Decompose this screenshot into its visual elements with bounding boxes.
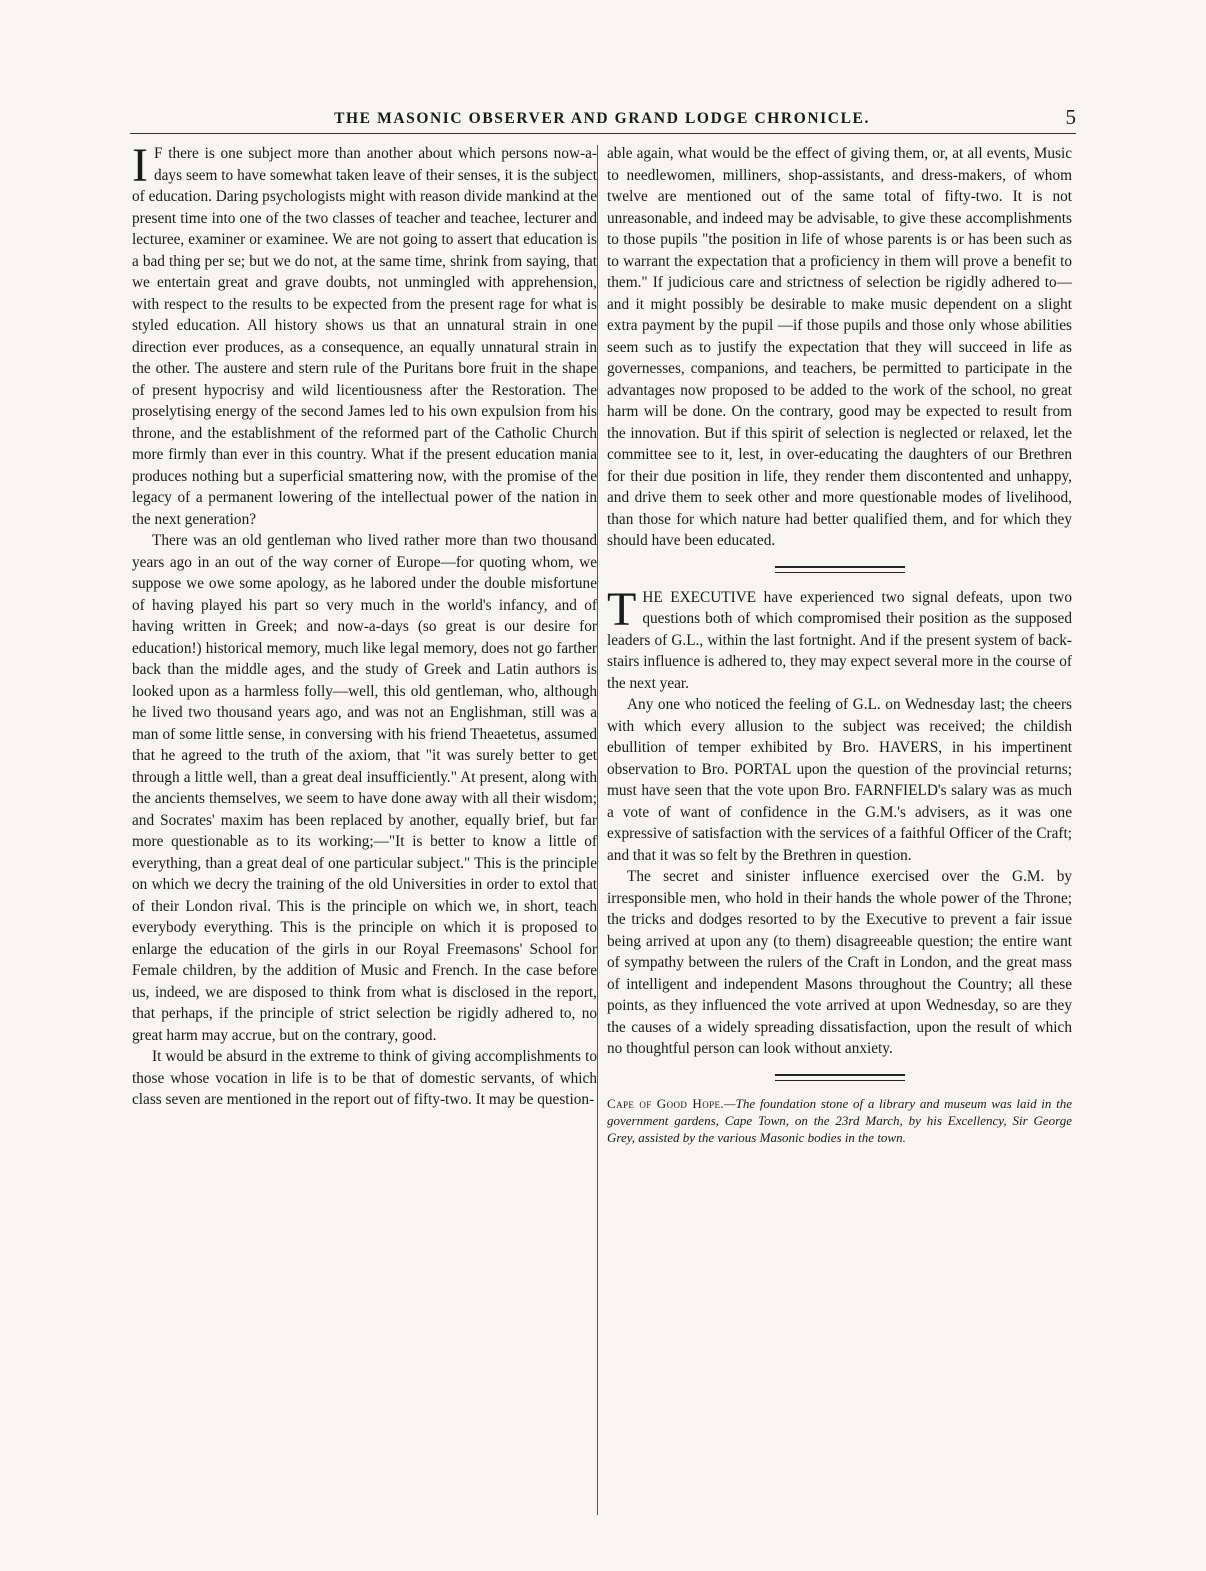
running-title: THE MASONIC OBSERVER AND GRAND LODGE CHRONICLE.: [334, 110, 870, 127]
note-heading: Cape of Good Hope.: [607, 1095, 725, 1111]
article-paragraph: The secret and sinister influence exercised over the G.M. by irresponsible men, who hold in their hands the whole power of the Throne; the tricks and dodges resorted to by the Executive to prevent a fair issue being arrived at upon any (to them) disagreeable question; the entire want of sympathy between the rulers of the Craft in London, and the great mass of intelligent and independent Masons throughout the Country; all these points, as they influenced the vote arrived at upon Wednesday, so are they the causes of a widely spreading dissatisfaction, upon the result of which no thoughtful person can look without anxiety.: [607, 868, 1072, 1057]
article-paragraph: [132, 139, 597, 530]
article-paragraph: There was an old gentleman who lived rather more than two thousand years ago in an out of the way corner of Europe—for quoting whom, we suppose we owe some apology, as he labored under the double misfortune of having played his part so very much in the world's infancy, and of having written in Greek; and now-a-days (so great is our desire for education!) historical memory, much like legal memory, does not go farther back than the middle ages, and the study of Greek and Latin authors is looked upon as a harmless folly—well, this old gentleman, who, although he lived two thousand years ago, and was not an Englishman, still was a man of some little sense, in conversing with his friend Theaetetus, assumed that he agreed to the truth of the axiom, that "it was surely better to get through a little well, than a great deal insufficiently." At present, along with the ancients themselves, we seem to have done away with all their wisdom; and Socrates' maxim has been replaced by another, equally brief, but far more questionable as to its working;—"It is better to know a little of everything, than a great deal of one particular subject." This is the principle on which we decry the training of the old Universities in order to extol that of their London rival. This is the principle on which we, in short, teach everybody everything. This is the principle on which it is proposed to enlarge the education of the girls in our Royal Freemasons' School for Female children, by the addition of Music and French. In the case before us, indeed, we are disposed to think from what is disclosed in the report, that perhaps, if the principle of strict selection be rigidly adhered to, no great harm may accrue, but on the contrary, good.: [132, 532, 597, 1044]
article-paragraph: Any one who noticed the feeling of G.L. on Wednesday last; the cheers with which every allusion to the subject was received; the childish ebullition of temper exhibited by Bro. HAVERS, in his impertinent observation to Bro. PORTAL upon the question of the provincial returns; must have seen that the vote upon Bro. FARNFIELD's salary was as much a vote of want of confidence in the G.M.'s advisers, as it was one expressive of satisfaction with the services of a faithful Officer of the Craft; and that it was so felt by the Brethren in question.: [607, 696, 1072, 864]
drop-cap: T: [607, 582, 637, 636]
article-paragraph: able again, what would be the effect of giving them, or, at all events, Music to needlewomen, milliners, shop-assistants, and dress-makers, of whom twelve are mentioned out of the same total of fifty-two. It is not unreasonable, and indeed may be advisable, to give these accomplishments to those pupils "the position in life of whose parents is or has been such as to warrant the expectation that a proficiency in them will prove a benefit to them." If judicious care and strictness of selection be rigidly adhered to—and it might possibly be desirable to make music dependent on a slight extra payment by the pupil —if those pupils and those only whose abilities seem such as to justify the expectation that they will succeed in life as governesses, companions, and teachers, be permitted to participate in the advantages now proposed to be added to the work of the school, no great harm will be done. On the contrary, good may be expected to result from the innovation. But if this spirit of selection is neglected or relaxed, let the committee see to it, lest, in over-educating the daughters of our Brethren for their due position in life, they render them discontented and unhappy, and drive them to seek other and more questionable modes of livelihood, than those for which nature had better qualified them, and for which they should have been educated.: [607, 145, 1072, 549]
column-divider: [597, 145, 598, 1515]
page-header: [128, 104, 1076, 132]
page-number: 5: [1065, 105, 1076, 129]
news-note: [607, 1095, 1072, 1146]
header-rule: [130, 133, 1076, 134]
section-separator: [775, 1074, 905, 1081]
drop-cap: I: [132, 139, 148, 192]
paragraph-text: HE EXECUTIVE have experienced two signal defeats, upon two questions both of which compromised their position as the supposed leaders of G.L., within the last fortnight. And if the present system of back-stairs influence is adhered to, they may expect several more in the course of the next year.: [607, 588, 1072, 692]
article-paragraph: [607, 582, 1072, 695]
article-paragraph: It would be absurd in the extreme to think of giving accomplishments to those whose vocation in life is to be that of domestic servants, of which class seven are mentioned in the report out of fifty-two. It may be question-: [132, 1048, 597, 1108]
section-separator: [775, 566, 905, 573]
note-text: —The foundation stone of a library and museum was laid in the government gardens, Cape Town, on the 23rd March, by his Excellency, Sir George Grey, assisted by the various Masonic bodies in the town.: [607, 1095, 1072, 1145]
right-column: [607, 143, 1072, 1146]
paragraph-text: F there is one subject more than another about which persons now-a-days seem to have somewhat taken leave of their senses, it is the subject of education. Daring psychologists might with reason divide mankind at the present time into one of the two classes of teacher and teachee, lecturer and lecturee, examiner or examinee. We are not going to assert that education is a bad thing per se; but we do not, at the same time, shrink from saying, that we entertain great and grave doubts, not unmingled with apprehension, with respect to the results to be expected from the present rage for what is styled education. All history shows us that an unnatural strain in one direction ever produces, as a consequence, an equally unnatural strain in the other. The austere and stern rule of the Puritans bore fruit in the shape of present hypocrisy and wild licentiousness after the Restoration. The proselytising energy of the second James led to his own expulsion from his throne, and the establishment of the reformed part of the Catholic Church more firmly than ever in this country. What if the present education mania produces nothing but a superficial smattering now, with the promise of the legacy of a permanent lowering of the intellectual power of the nation in the next generation?: [132, 145, 597, 528]
left-column: [132, 139, 597, 1111]
